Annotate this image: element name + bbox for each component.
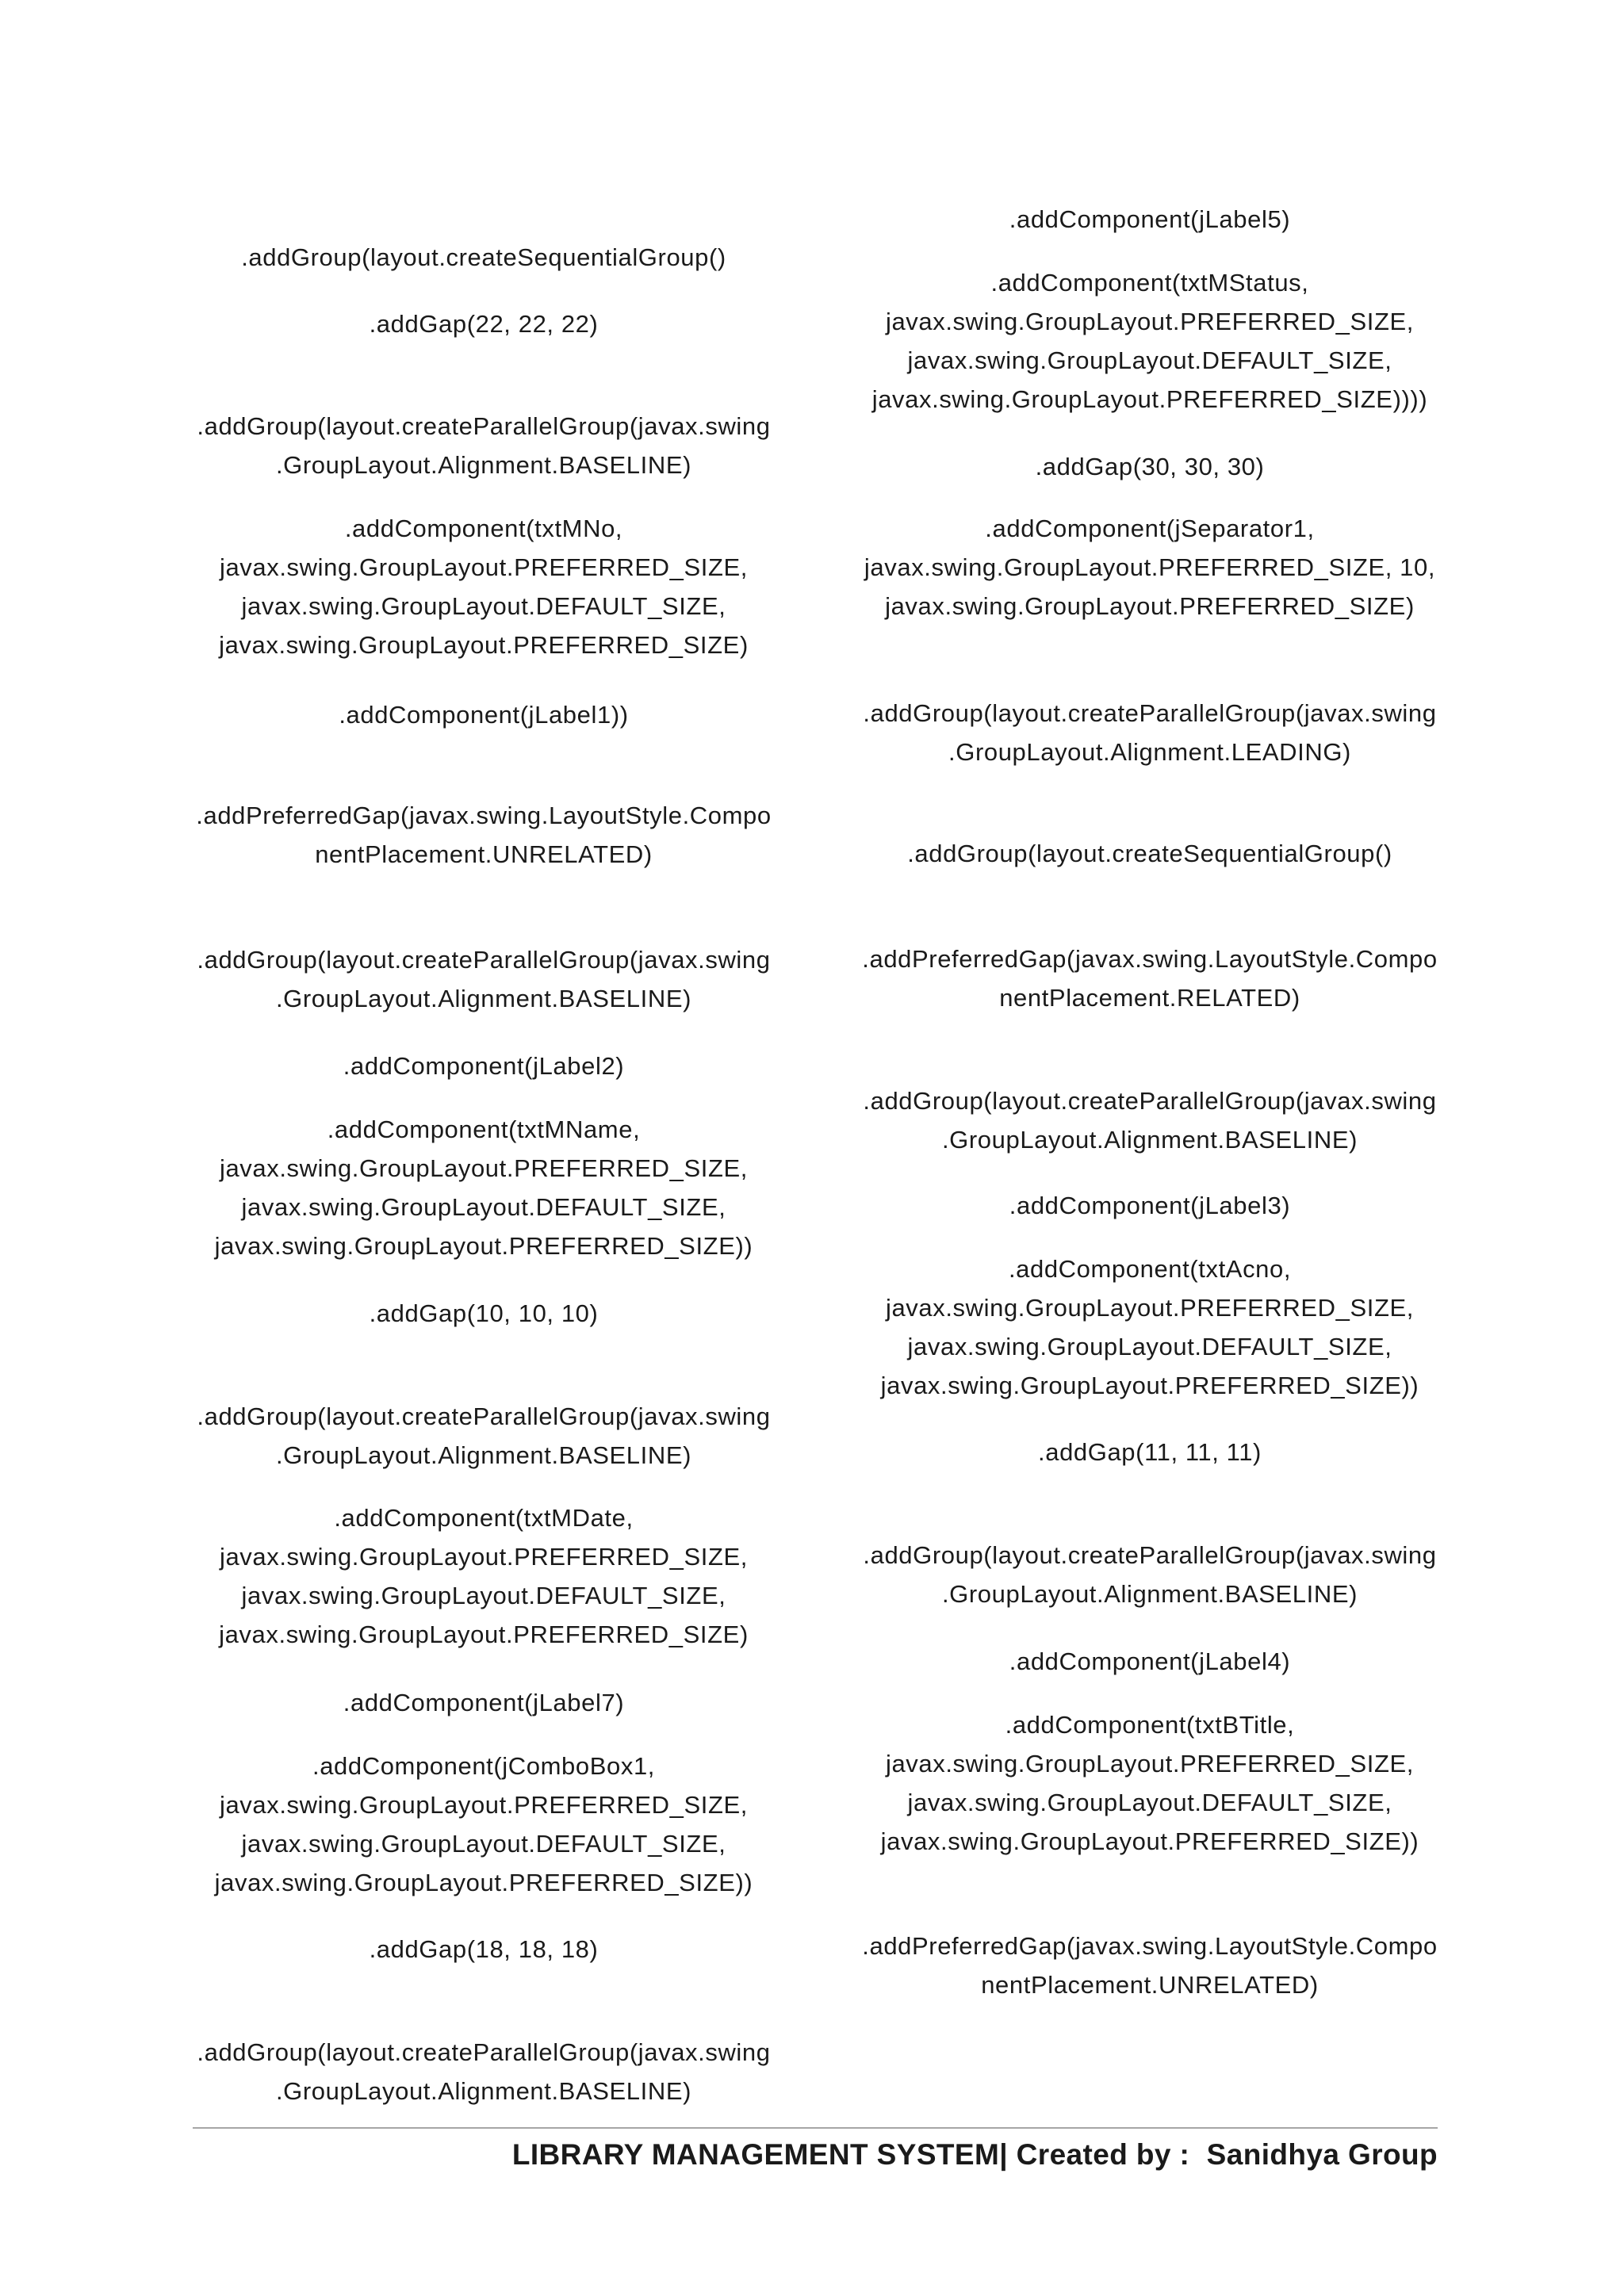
code-paragraph: .addGap(30, 30, 30): [1035, 453, 1265, 480]
left-code-column: [182, 0, 785, 2125]
code-paragraph: .addComponent(jLabel5): [1009, 205, 1291, 233]
code-paragraph: .addGroup(layout.createParallelGroup(javax.swing .GroupLayout.Alignment.BASELINE): [863, 1541, 1437, 1608]
page-footer: LIBRARY MANAGEMENT SYSTEM| Created by : Sanidhya Group: [511, 2138, 1438, 2171]
code-paragraph: .addComponent(jLabel1)): [339, 701, 629, 729]
code-paragraph: .addComponent(txtMStatus, javax.swing.GroupLayout.PREFERRED_SIZE, javax.swing.GroupLayout.DEFAULT_SIZE, javax.swing.GroupLayout.PREFERRED_SIZE)))): [871, 269, 1428, 413]
code-paragraph: .addComponent(txtBTitle, javax.swing.GroupLayout.PREFERRED_SIZE, javax.swing.GroupLayout.DEFAULT_SIZE, javax.swing.GroupLayout.PREFERRED_SIZE)): [880, 1711, 1419, 1855]
code-paragraph: .addComponent(jComboBox1, javax.swing.GroupLayout.PREFERRED_SIZE, javax.swing.GroupLayout.DEFAULT_SIZE, javax.swing.GroupLayout.PREFERRED_SIZE)): [214, 1752, 753, 1896]
code-paragraph: .addComponent(txtMName, javax.swing.GroupLayout.PREFERRED_SIZE, javax.swing.GroupLayout.DEFAULT_SIZE, javax.swing.GroupLayout.PREFERRED_SIZE)): [214, 1115, 753, 1260]
code-paragraph: .addPreferredGap(javax.swing.LayoutStyle.Compo nentPlacement.RELATED): [862, 945, 1438, 1012]
code-paragraph: .addGap(11, 11, 11): [1038, 1438, 1262, 1466]
code-paragraph: .addGroup(layout.createParallelGroup(javax.swing .GroupLayout.Alignment.BASELINE): [197, 1402, 771, 1469]
code-paragraph: .addComponent(jLabel7): [343, 1689, 625, 1716]
footer-divider: [193, 2127, 1438, 2129]
code-paragraph: .addGroup(layout.createParallelGroup(javax.swing .GroupLayout.Alignment.LEADING): [863, 699, 1437, 766]
code-paragraph: .addGroup(layout.createParallelGroup(javax.swing .GroupLayout.Alignment.BASELINE): [197, 412, 771, 479]
code-paragraph: .addGap(22, 22, 22): [369, 310, 599, 338]
code-paragraph: .addGroup(layout.createParallelGroup(javax.swing .GroupLayout.Alignment.BASELINE): [197, 946, 771, 1012]
code-paragraph: .addGroup(layout.createParallelGroup(javax.swing .GroupLayout.Alignment.BASELINE): [197, 2038, 771, 2105]
right-code-column: [848, 0, 1451, 2125]
code-paragraph: .addComponent(txtMNo, javax.swing.GroupLayout.PREFERRED_SIZE, javax.swing.GroupLayout.DEFAULT_SIZE, javax.swing.GroupLayout.PREFERRED_SIZE): [219, 515, 749, 659]
code-paragraph: .addComponent(txtMDate, javax.swing.GroupLayout.PREFERRED_SIZE, javax.swing.GroupLayout.DEFAULT_SIZE, javax.swing.GroupLayout.PREFERRED_SIZE): [219, 1504, 749, 1648]
code-paragraph: .addComponent(txtAcno, javax.swing.GroupLayout.PREFERRED_SIZE, javax.swing.GroupLayout.DEFAULT_SIZE, javax.swing.GroupLayout.PREFERRED_SIZE)): [880, 1255, 1419, 1399]
code-paragraph: .addComponent(jLabel4): [1009, 1647, 1291, 1675]
code-paragraph: .addGroup(layout.createParallelGroup(javax.swing .GroupLayout.Alignment.BASELINE): [863, 1087, 1437, 1154]
code-paragraph: .addGroup(layout.createSequentialGroup(): [241, 243, 726, 271]
code-paragraph: .addGap(18, 18, 18): [369, 1935, 599, 1963]
code-paragraph: .addPreferredGap(javax.swing.LayoutStyle.Compo nentPlacement.UNRELATED): [196, 802, 772, 868]
code-paragraph: .addComponent(jLabel3): [1009, 1192, 1291, 1219]
code-paragraph: .addGap(10, 10, 10): [369, 1299, 599, 1327]
code-paragraph: .addComponent(jLabel2): [343, 1052, 625, 1080]
code-paragraph: .addComponent(jSeparator1, javax.swing.GroupLayout.PREFERRED_SIZE, 10, javax.swing.GroupLayout.PREFERRED_SIZE): [864, 515, 1436, 620]
code-paragraph: .addGroup(layout.createSequentialGroup(): [907, 840, 1392, 867]
code-paragraph: .addPreferredGap(javax.swing.LayoutStyle.Compo nentPlacement.UNRELATED): [862, 1932, 1438, 1999]
